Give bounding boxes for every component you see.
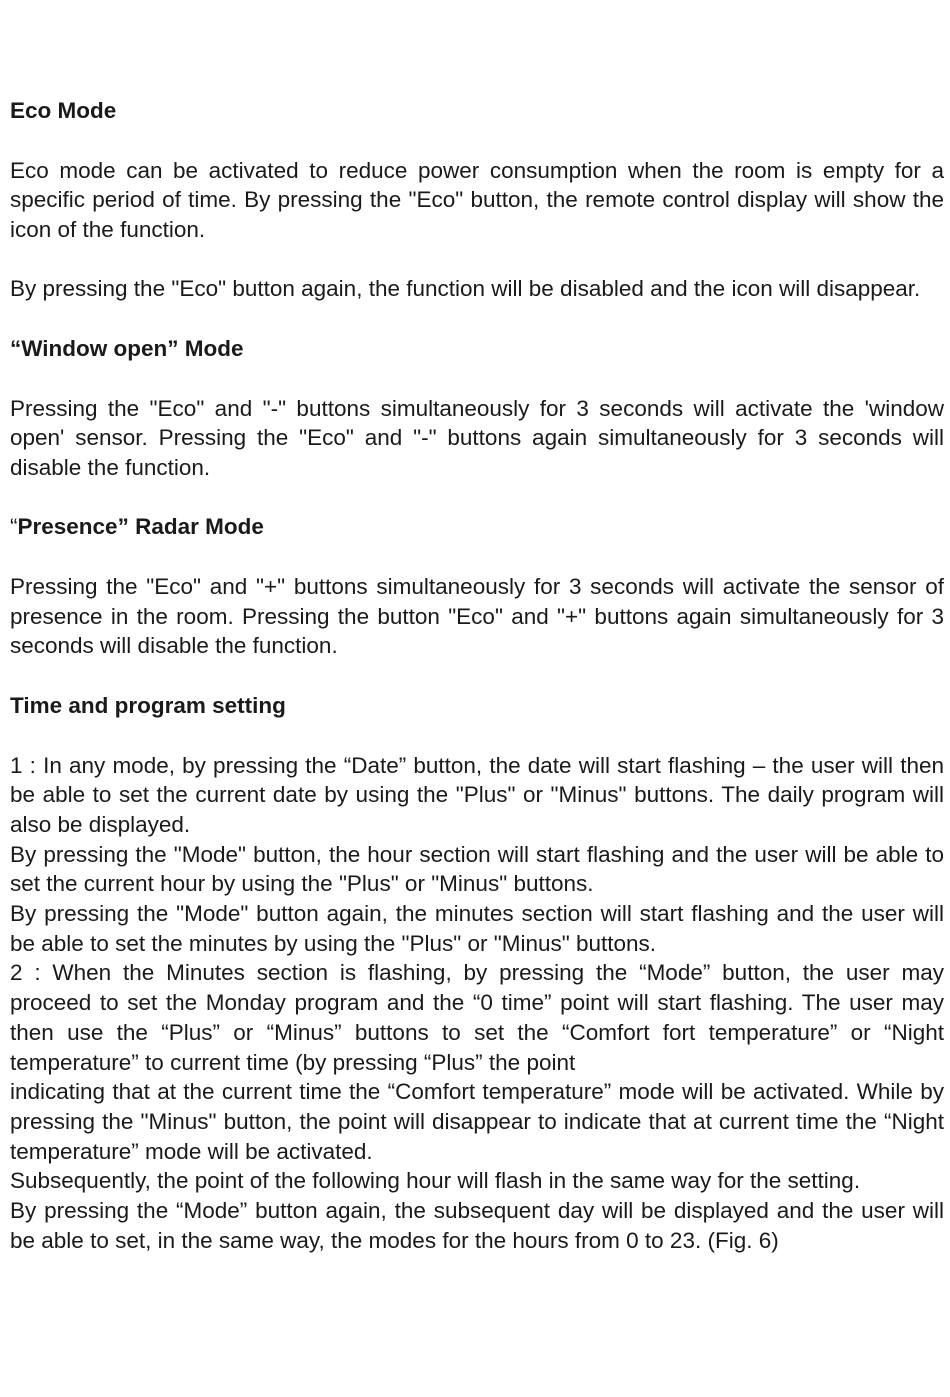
spacer xyxy=(10,542,944,572)
eco-paragraph-2: By pressing the "Eco" button again, the function will be disabled and the icon will disappear. xyxy=(10,276,921,302)
time-paragraph-4: 2 : When the Minutes section is flashing, by pressing the “Mode” button, the user may proceed to set the Monday program and the “0 time” point will start flashing. The user may then use the “Plus” or “Minus” buttons to set the “Comfort fort temperature” or “Night temperature” to current time (by pressing “Plus” the point xyxy=(10,960,944,1075)
time-paragraph-6: Subsequently, the point of the following hour will flash in the same way for the setting. xyxy=(10,1168,861,1194)
spacer xyxy=(10,304,944,334)
spacer xyxy=(10,483,944,513)
presence-paragraph-1: Pressing the "Eco" and "+" buttons simultaneously for 3 seconds will activate the sensor of presence in the room. Pressing the button "Eco" and "+" buttons again simultaneously for 3 seconds will disable the function. xyxy=(10,574,944,659)
heading-open-quote: “ xyxy=(10,514,18,540)
time-paragraph-2: By pressing the "Mode" button, the hour section will start flashing and the user will be able to set the current hour by using the "Plus" or "Minus" buttons. xyxy=(10,841,944,897)
spacer xyxy=(10,126,944,156)
manual-page xyxy=(10,96,944,1255)
heading-presence-radar-mode xyxy=(10,512,944,542)
heading-presence-text: Presence” Radar Mode xyxy=(17,514,264,540)
time-paragraph-7: By pressing the “Mode” button again, the subsequent day will be displayed and the user will be able to set, in the same way, the modes for the hours from 0 to 23. (Fig. 6) xyxy=(10,1198,944,1253)
time-paragraph-1: 1 : In any mode, by pressing the “Date” button, the date will start flashing – the user will then be able to set the current date by using the "Plus" or "Minus" buttons. The daily program will also be displayed. xyxy=(10,752,944,837)
time-paragraph-3: By pressing the "Mode" button again, the minutes section will start flashing and the user will be able to set the minutes by using the "Plus" or "Minus" buttons. xyxy=(10,901,944,956)
spacer xyxy=(10,364,944,394)
spacer xyxy=(10,661,944,691)
heading-eco-mode: Eco Mode xyxy=(10,98,117,123)
eco-paragraph-1: Eco mode can be activated to reduce power consumption when the room is empty for a specific period of time. By pressing the "Eco" button, the remote control display will show the icon of the function. xyxy=(10,157,944,243)
spacer xyxy=(10,721,944,751)
spacer xyxy=(10,245,944,275)
window-paragraph-1: Pressing the "Eco" and "-" buttons simultaneously for 3 seconds will activate the 'window open' sensor. Pressing the "Eco" and "-" buttons again simultaneously for 3 seconds will disable the function. xyxy=(10,395,944,480)
heading-time-program-setting: Time and program setting xyxy=(10,692,286,718)
heading-window-open-mode: “Window open” Mode xyxy=(10,335,244,361)
time-paragraph-5: indicating that at the current time the “Comfort temperature” mode will be activated. While by pressing the "Minus" button, the point will disappear to indicate that at current time the “Night temperature” mode will be activated. xyxy=(10,1079,944,1164)
